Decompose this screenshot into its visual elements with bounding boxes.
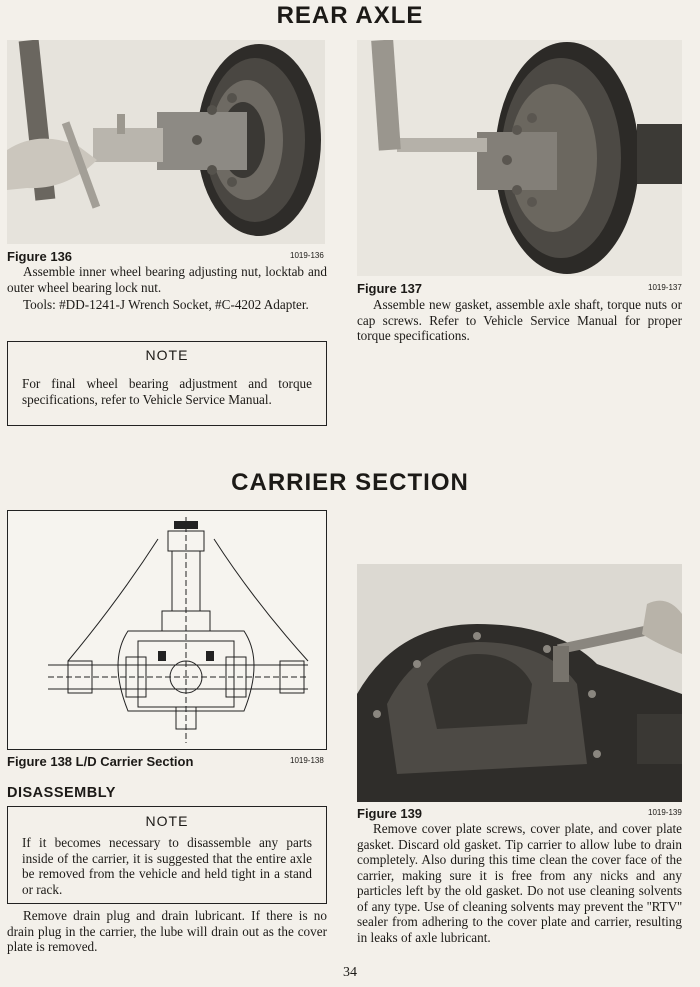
figure-138-code: 1019-138 <box>290 756 324 765</box>
page-title: REAR AXLE <box>276 2 424 29</box>
figure-136-paragraph-1: Assemble inner wheel bearing adjusting nut, locktab and outer wheel bearing lock nut. <box>7 264 327 295</box>
figure-138-label: Figure 138 L/D Carrier Section <box>7 754 194 769</box>
figure-137-paragraph: Assemble new gasket, assemble axle shaft, torque nuts or cap screws. Refer to Vehicle Service Manual for proper torque specifications. <box>357 297 682 343</box>
figure-137-code: 1019-137 <box>648 283 682 292</box>
figure-137-photo <box>357 40 682 276</box>
figure-139-paragraph: Remove cover plate screws, cover plate, and cover plate gasket. Discard old gasket. Tip carrier to allow lube to drain completely. Also during this time clean the cover face of the carrier, making sure it is free from any nicks and any particles left by the old gasket. Do not use cleaning solvents of any type. Use of cleaning solvents may prevent the ''RTV'' sealer from adhering to the cover plate and carrier, resulting in leaks of axle lubricant. <box>357 821 682 945</box>
figure-139-text <box>357 821 682 945</box>
note-1-text: For final wheel bearing adjustment and torque specifications, refer to Vehicle Service Manual. <box>22 376 312 407</box>
figure-136-photo <box>7 40 325 244</box>
figure-139-photo <box>357 564 682 802</box>
note-2-title: NOTE <box>145 813 189 829</box>
drain-paragraph: Remove drain plug and drain lubricant. If there is no drain plug in the carrier, the lube will drain out as the cover plate is removed. <box>7 908 327 954</box>
figure-139-code: 1019-139 <box>648 808 682 817</box>
figure-137-text <box>357 297 682 344</box>
figure-136-text <box>7 264 327 313</box>
figure-137-label: Figure 137 <box>357 281 423 296</box>
section-title: CARRIER SECTION <box>231 469 469 496</box>
figure-136-code: 1019-136 <box>290 251 324 260</box>
figure-136-label: Figure 136 <box>7 249 73 264</box>
page-number: 34 <box>343 965 357 980</box>
note-box-1 <box>7 341 327 426</box>
disassembly-heading: DISASSEMBLY <box>7 785 116 801</box>
figure-136-paragraph-2: Tools: #DD-1241-J Wrench Socket, #C-4202 Adapter. <box>23 297 309 312</box>
drain-text <box>7 908 327 955</box>
figure-138-diagram <box>7 510 327 750</box>
figure-139-label: Figure 139 <box>357 806 423 821</box>
note-box-2 <box>7 806 327 904</box>
note-2-text: If it becomes necessary to disassemble any parts inside of the carrier, it is suggested that the entire axle be removed from the vehicle and held tight in a stand or rack. <box>22 835 312 897</box>
note-1-title: NOTE <box>145 347 189 363</box>
